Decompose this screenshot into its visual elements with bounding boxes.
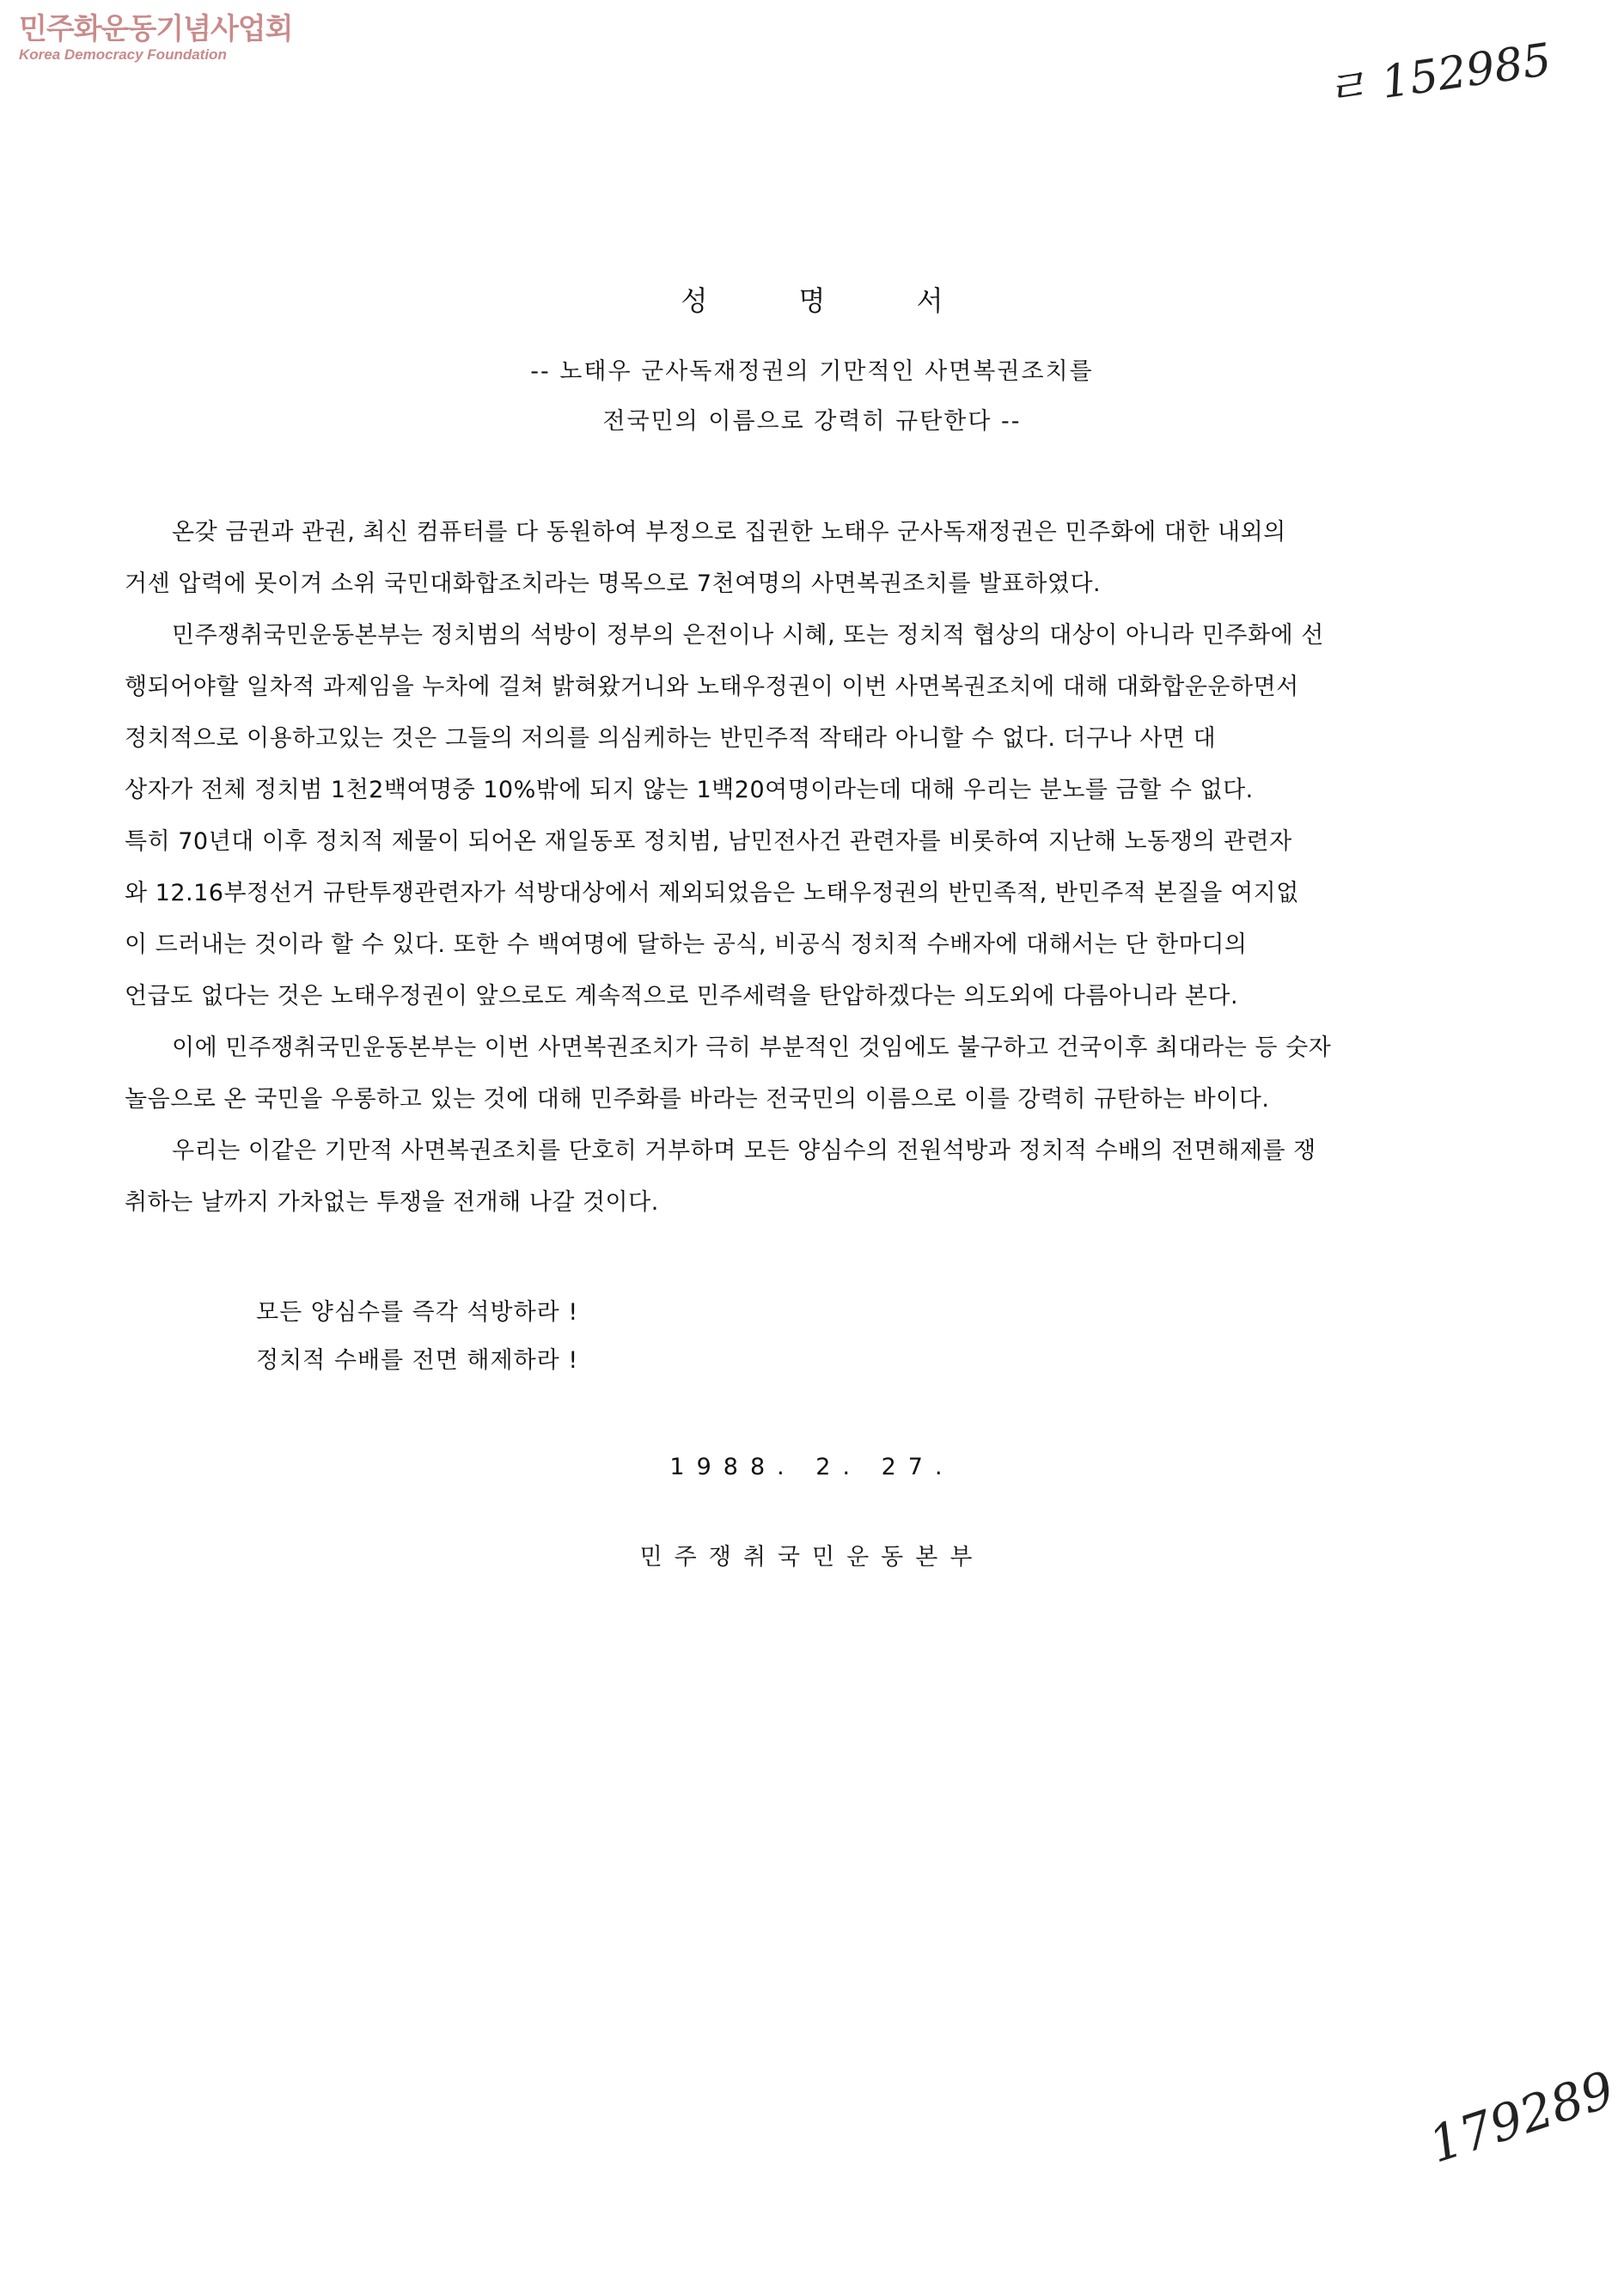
watermark-korean: 민주화운동기념사업회 (19, 12, 293, 46)
body-line: 정치적으로 이용하고있는 것은 그들의 저의를 의심케하는 반민주적 작태라 아니할 수 없다. 더구나 사면 대 (125, 725, 1217, 752)
handwritten-archive-number: ㄹ 152985 (1321, 34, 1554, 118)
body-line: 상자가 전체 정치범 1천2백여명중 10%밖에 되지 않는 1백20여명이라는데 대해 우리는 분노를 금할 수 없다. (125, 777, 1254, 803)
body-line: 거센 압력에 못이겨 소위 국민대화합조치라는 명목으로 7천여명의 사면복권조치를 발표하였다. (125, 570, 1102, 597)
body-line: 우리는 이같은 기만적 사면복권조치를 단호히 거부하며 모든 양심수의 전원석방과 정치적 수배의 전면해제를 쟁 (172, 1138, 1316, 1164)
body-line: 와 12.16부정선거 규탄투쟁관련자가 석방대상에서 제외되었음은 노태우정권의 반민족적, 반민주적 본질을 여지없 (125, 880, 1299, 906)
body-line: 행되어야할 일차적 과제임을 누차에 걸쳐 밝혀왔거니와 노태우정권이 이번 사면복권조치에 대해 대화합운운하면서 (125, 674, 1299, 700)
subtitle-line-1: -- 노태우 군사독재정권의 기만적인 사면복권조치를 (530, 358, 1094, 385)
document-date: 1988. 2. 27. (669, 1454, 955, 1480)
body-line: 민주쟁취국민운동본부는 정치범의 석방이 정부의 은전이나 시혜, 또는 정치적 협상의 대상이 아니라 민주화에 선 (172, 622, 1324, 649)
body-line: 온갖 금권과 관권, 최신 컴퓨터를 다 동원하여 부정으로 집권한 노태우 군사독재정권은 민주화에 대한 내외의 (172, 519, 1286, 546)
body-line: 이에 민주쟁취국민운동본부는 이번 사면복권조치가 극히 부분적인 것임에도 불구하고 건국이후 최대라는 등 숫자 (172, 1034, 1332, 1061)
slogan-item: 모든 양심수를 즉각 석방하라 ! (256, 1299, 579, 1326)
document-title: 성 명 서 (681, 284, 985, 317)
foundation-watermark (19, 12, 292, 64)
handwritten-document-number: 179289 (1421, 2059, 1621, 2175)
body-line: 취하는 날까지 가차없는 투쟁을 전개해 나갈 것이다. (125, 1189, 659, 1216)
watermark-english: Korea Democracy Foundation (19, 46, 227, 63)
slogan-item: 정치적 수배를 전면 해제하라 ! (256, 1347, 579, 1374)
statement-body (125, 507, 1517, 1229)
slogan-list (256, 1289, 578, 1385)
body-line: 놀음으로 온 국민을 우롱하고 있는 것에 대해 민주화를 바라는 전국민의 이름으로 이를 강력히 규탄하는 바이다. (125, 1086, 1270, 1113)
subtitle-line-2: 전국민의 이름으로 강력히 규탄한다 -- (602, 408, 1022, 435)
body-line: 언급도 없다는 것은 노태우정권이 앞으로도 계속적으로 민주세력을 탄압하겠다는 의도외에 다름아니라 본다. (125, 983, 1239, 1010)
body-line: 이 드러내는 것이라 할 수 있다. 또한 수 백여명에 달하는 공식, 비공식 정치적 수배자에 대해서는 단 한마디의 (125, 931, 1248, 958)
body-line: 특히 70년대 이후 정치적 제물이 되어온 재일동포 정치범, 남민전사건 관련자를 비롯하여 지난해 노동쟁의 관련자 (125, 828, 1292, 855)
issuing-organization: 민주쟁취국민운동본부 (639, 1544, 985, 1571)
